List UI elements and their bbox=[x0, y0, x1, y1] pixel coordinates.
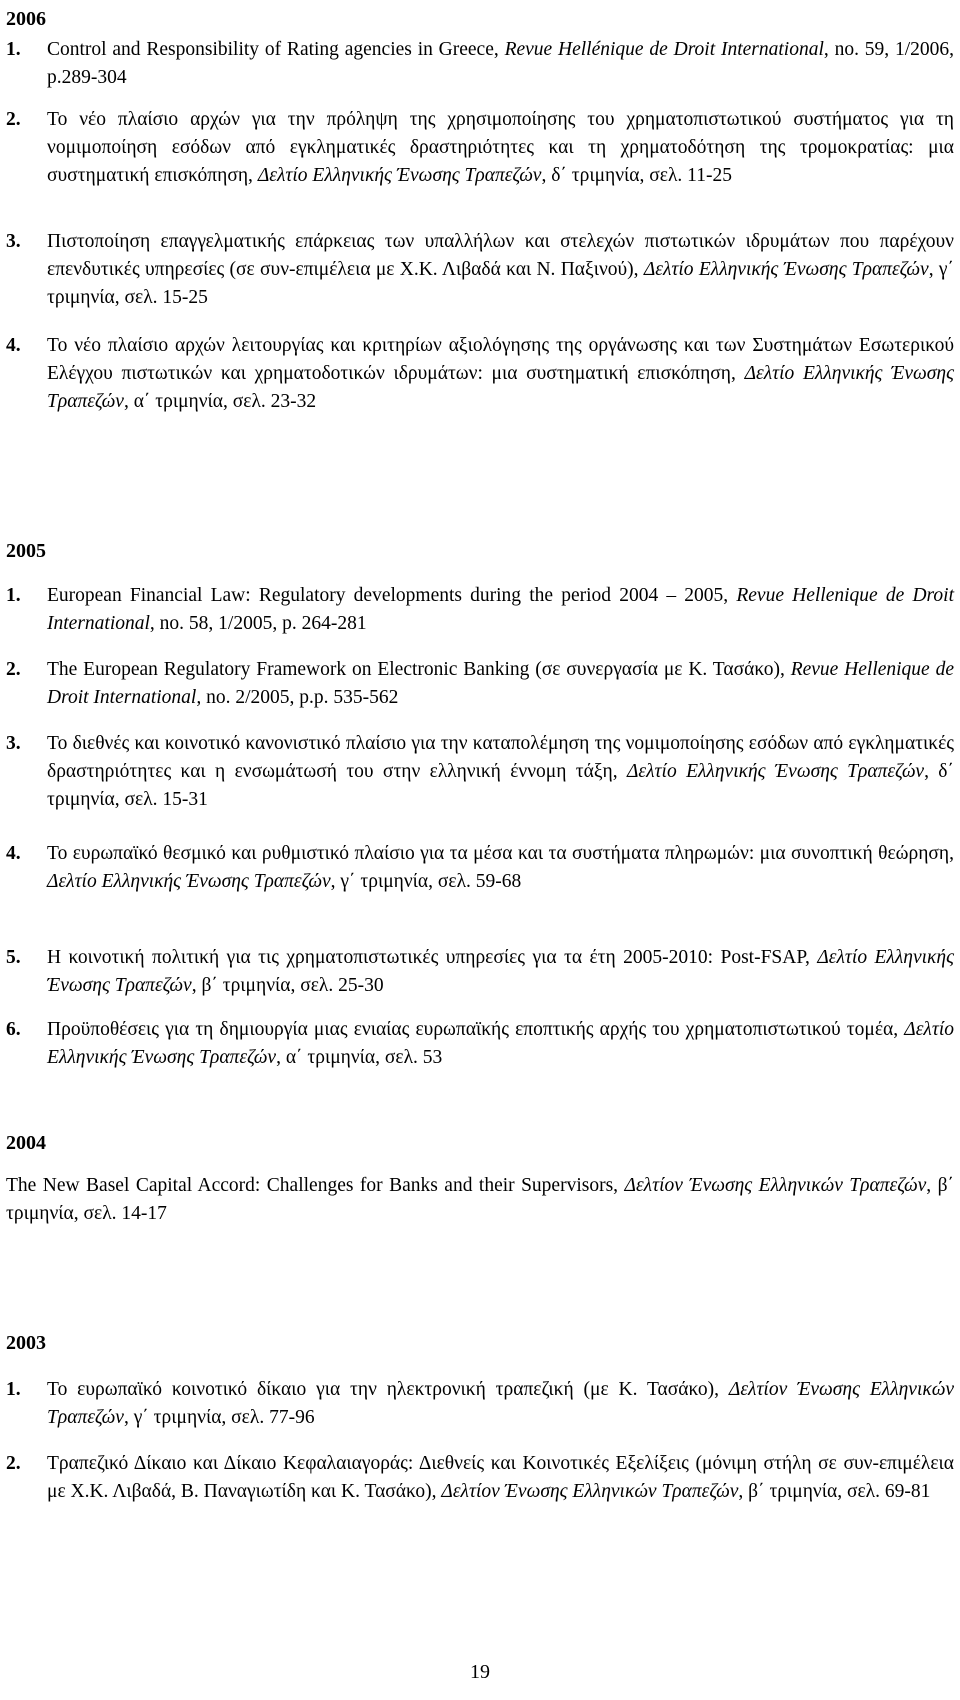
publication-entry bbox=[6, 1016, 954, 1072]
publication-entry bbox=[6, 106, 954, 190]
publication-entry bbox=[6, 1376, 954, 1432]
publication-entry bbox=[6, 1450, 954, 1506]
entry-text: European Financial Law: Regulatory developments during the period 2004 – 2005, Revue Hellenique de Droit International, no. 58, 1/2005, p. 264-281 bbox=[47, 585, 954, 634]
entry-text: Το ευρωπαϊκό κοινοτικό δίκαιο για την ηλεκτρονική τραπεζική (με Κ. Τασάκο), Δελτίον Ένωσης Ελληνικών Τραπεζών, γ΄ τριμηνία, σελ. 77-96 bbox=[47, 1379, 955, 1428]
publication-entry bbox=[6, 332, 954, 416]
entry-text: Το νέο πλαίσιο αρχών για την πρόληψη της χρησιμοποίησης του χρηματοπιστωτικού συστήματος για τη νομιμοποίηση εσόδων από εγκληματικές δραστηριότητες και τη χρηματοδότηση της τρομοκρατίας: μια συστηματική επισκόπηση, Δελτίο Ελληνικής Ένωσης Τραπεζών, δ΄ τριμηνία, σελ. 11-25 bbox=[47, 109, 954, 186]
entry-text: Το διεθνές και κοινοτικό κανονιστικό πλαίσιο για την καταπολέμηση της νομιμοποίησης εσόδων από εγκληματικές δραστηριότητες και η ενσωμάτωσή του στην ελληνική έννομη τάξη, Δελτίο Ελληνικής Ένωσης Τραπεζών, δ΄ τριμηνία, σελ. 15-31 bbox=[47, 733, 954, 810]
publication-entry bbox=[6, 656, 954, 712]
entry-number: 1. bbox=[6, 585, 21, 606]
entry-number: 1. bbox=[6, 1379, 21, 1400]
publication-entry bbox=[6, 1172, 954, 1228]
entry-text: Τραπεζικό Δίκαιο και Δίκαιο Κεφαλαιαγοράς: Διεθνείς και Κοινοτικές Εξελίξεις (μόνιμη στήλη σε συν-επιμέλεια με Χ.Κ. Λιβαδά, Β. Παναγιωτίδη και Κ. Τασάκο), Δελτίον Ένωσης Ελληνικών Τραπεζών, β΄ τριμηνία, σελ. 69-81 bbox=[47, 1453, 954, 1502]
entry-number: 3. bbox=[6, 231, 21, 252]
year-heading: 2004 bbox=[6, 1132, 46, 1154]
publication-entry bbox=[6, 582, 954, 638]
entry-number: 3. bbox=[6, 733, 21, 754]
entry-text: Το ευρωπαϊκό θεσμικό και ρυθμιστικό πλαίσιο για τα μέσα και τα συστήματα πληρωμών: μια συνοπτική θεώρηση, Δελτίο Ελληνικής Ένωσης Τραπεζών, γ΄ τριμηνία, σελ. 59-68 bbox=[47, 843, 954, 892]
entry-number: 4. bbox=[6, 335, 21, 356]
publication-entry bbox=[6, 944, 954, 1000]
publication-entry bbox=[6, 36, 954, 92]
entry-text: The New Basel Capital Accord: Challenges for Banks and their Supervisors, Δελτίον Ένωσης Ελληνικών Τραπεζών, β΄ τριμηνία, σελ. 14-17 bbox=[6, 1175, 954, 1224]
entry-text: Το νέο πλαίσιο αρχών λειτουργίας και κριτηρίων αξιολόγησης της οργάνωσης και των Συστημάτων Εσωτερικού Ελέγχου πιστωτικών και χρηματοδοτικών ιδρυμάτων: μια συστηματική επισκόπηση, Δελτίο Ελληνικής Ένωσης Τραπεζών, α΄ τριμηνία, σελ. 23-32 bbox=[47, 335, 955, 412]
entry-number: 5. bbox=[6, 947, 21, 968]
entry-number: 2. bbox=[6, 109, 21, 130]
entry-text: The European Regulatory Framework on Electronic Banking (σε συνεργασία με Κ. Τασάκο), Revue Hellenique de Droit International, no. 2/2005, p.p. 535-562 bbox=[47, 659, 954, 708]
year-heading: 2006 bbox=[6, 8, 46, 30]
year-heading: 2005 bbox=[6, 540, 46, 562]
publication-entry bbox=[6, 840, 954, 896]
entry-text: Control and Responsibility of Rating agencies in Greece, Revue Hellénique de Droit International, no. 59, 1/2006, p.289-304 bbox=[47, 39, 954, 88]
page-number: 19 bbox=[470, 1661, 490, 1683]
entry-text: Πιστοποίηση επαγγελματικής επάρκειας των υπαλλήλων και στελεχών πιστωτικών ιδρυμάτων που παρέχουν επενδυτικές υπηρεσίες (σε συν-επιμέλεια με Χ.Κ. Λιβαδά και Ν. Παξινού), Δελτίο Ελληνικής Ένωσης Τραπεζών, γ΄ τριμηνία, σελ. 15-25 bbox=[47, 231, 954, 308]
entry-text: Προϋποθέσεις για τη δημιουργία μιας ενιαίας ευρωπαϊκής εποπτικής αρχής του χρηματοπιστωτικού τομέα, Δελτίο Ελληνικής Ένωσης Τραπεζών, α΄ τριμηνία, σελ. 53 bbox=[47, 1019, 954, 1068]
entry-text: Η κοινοτική πολιτική για τις χρηματοπιστωτικές υπηρεσίες για τα έτη 2005-2010: Post-FSAP, Δελτίο Ελληνικής Ένωσης Τραπεζών, β΄ τριμηνία, σελ. 25-30 bbox=[47, 947, 954, 996]
entry-number: 2. bbox=[6, 1453, 21, 1474]
year-heading: 2003 bbox=[6, 1332, 46, 1354]
publication-entry bbox=[6, 730, 954, 814]
entry-number: 1. bbox=[6, 39, 21, 60]
publication-entry bbox=[6, 228, 954, 312]
entry-number: 6. bbox=[6, 1019, 21, 1040]
entry-number: 2. bbox=[6, 659, 21, 680]
entry-number: 4. bbox=[6, 843, 21, 864]
